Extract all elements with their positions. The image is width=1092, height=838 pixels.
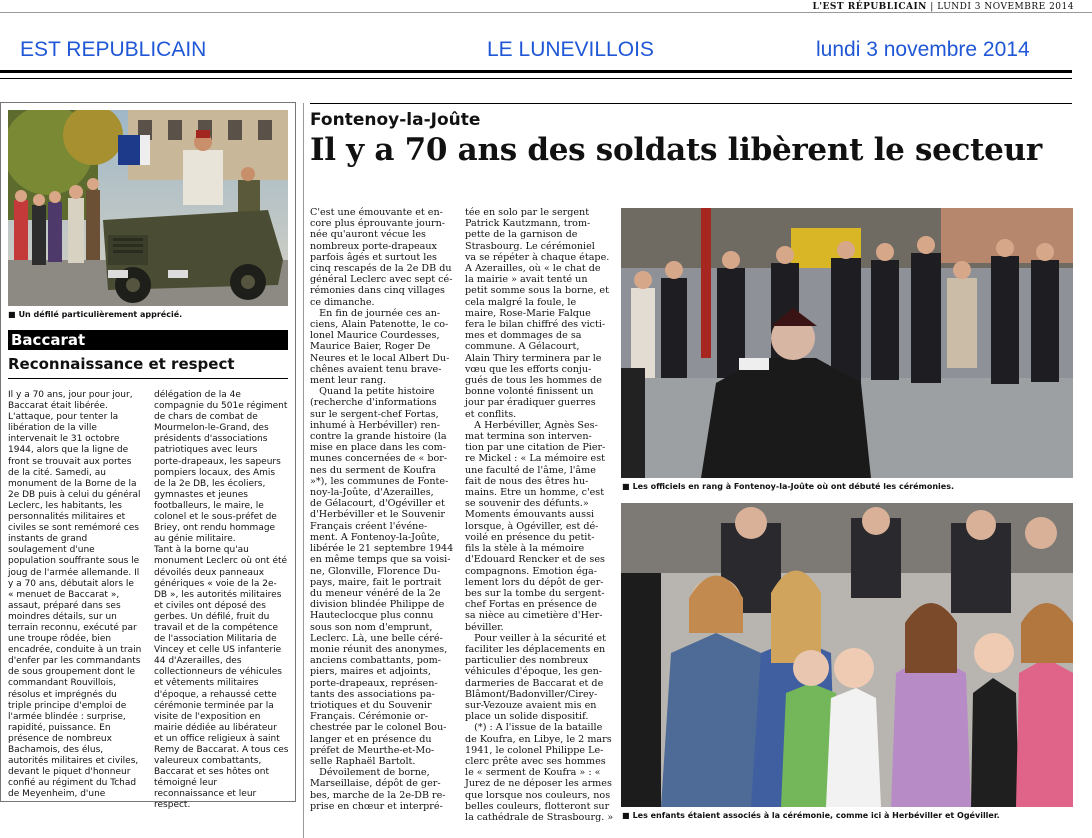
text-line: encadrée, conduite à un train (8, 645, 142, 656)
text-line: mes et dommages de sa (465, 330, 582, 342)
photo-children-ceremony (621, 503, 1073, 807)
text-line: de la 2e DB, les écoliers, (154, 478, 266, 489)
text-line: d'enfer par les commandants (8, 656, 141, 667)
text-line: tée en solo par le sergent (465, 207, 590, 218)
text-line: reconnaissance et leur (154, 789, 257, 800)
text-line: Maurice Baier, Roger De (310, 341, 431, 353)
text-line: core plus éprouvante journ- (310, 218, 446, 230)
text-line: bes, marche de la 2e-DB re- (310, 789, 446, 801)
text-line: division blindée Philippe de (310, 599, 445, 611)
text-line: nombreux porte-drapeaux (310, 240, 437, 252)
text-line: Il y a 70 ans, jour pour jour, (8, 390, 133, 400)
text-line: lement lors du dépôt de ger- (465, 576, 604, 588)
text-line: mains. Etre un homme, c'est (465, 487, 605, 499)
text-line: rapidité, puissance. En (8, 722, 111, 733)
text-line: rémonies dans cinq villages (310, 285, 445, 297)
text-line: véhicules d'époque, les gen- (465, 666, 603, 678)
text-line: monument de la Borne de la (8, 478, 137, 489)
main-article-column-2 (465, 207, 613, 823)
text-line: et civiles ont déposé des (154, 600, 266, 611)
text-line: Moments émouvants aussi (465, 509, 595, 521)
text-line: cela malgré la foule, le (465, 296, 577, 308)
text-line: Marseillaise, dépôt de ger- (310, 778, 441, 790)
masthead-date: LUNDI 3 NOVEMBRE 2014 (937, 2, 1074, 12)
text-line: patriotiques avec leurs (154, 445, 258, 456)
text-line: triple principe d'emploi de (8, 700, 127, 711)
text-line: (recherche d'informations (310, 397, 437, 409)
text-line: respect. (154, 800, 191, 811)
text-line: et un office religieux à saint (154, 733, 280, 744)
text-line: Leclerc. Là, une belle céré- (310, 632, 443, 644)
text-line: porte-drapeaux, représen- (310, 677, 438, 689)
text-line: mat termina son interven- (465, 431, 592, 443)
text-line: DB », les autorités militaires (154, 589, 282, 600)
header-rule-thin (0, 78, 1072, 79)
text-line: moindres détails, sur un (8, 611, 117, 622)
text-line: faciliter les déplacements en (465, 643, 606, 655)
text-line: 1941, le colonel Philippe Le- (465, 744, 604, 756)
text-line: l'armée blindée : surprise, (8, 711, 126, 722)
photo-caption-officers: ■ Les officiels en rang à Fontenoy-la-Joûte où ont débuté les cérémonies. (622, 482, 954, 491)
text-line: de l'association Militaria de (154, 634, 277, 645)
text-line: terrain reconnu, exécuté par (8, 622, 137, 633)
text-line: et vêtements militaires (154, 678, 259, 689)
text-line: de Meyenheim, d'une (8, 789, 106, 800)
text-line: de la cité. Samedi, au (8, 467, 106, 478)
left-article-column-1 (8, 390, 141, 800)
text-line: Leclerc, les habitants, les (8, 500, 122, 511)
header-rule-thick (0, 70, 1072, 73)
header-edition: LE LUNEVILLOIS (487, 38, 654, 61)
photo-officers-in-line (621, 208, 1073, 478)
text-line: une faculté de l'âme, l'âme (465, 464, 596, 476)
text-line: compagnie du 501e régiment (154, 401, 288, 412)
text-line: porte-drapeaux, les sapeurs (154, 456, 281, 467)
text-line: Hauteclocque plus connu (310, 610, 434, 622)
text-line: délégation de la 4e (154, 390, 241, 400)
text-line: sur-Vezouze avaient mis en (465, 699, 597, 711)
text-line: de Gélacourt, d'Ogéviller et (310, 498, 445, 510)
text-line: A Herbéviller, Agnès Ses- (465, 419, 598, 431)
text-line: Alain Thiry terminera par le (465, 352, 602, 364)
text-line: mairie dédiée au libérateur (154, 722, 277, 733)
text-line: monie réunit des anonymes, (310, 643, 448, 655)
text-line: Français. Cérémonie or- (310, 711, 429, 723)
text-line: sa nièce au cimetière d'Her- (465, 610, 603, 622)
text-line: 2e DB puis à celui du général (8, 489, 141, 500)
text-line: commandant Rouvillois, (8, 678, 116, 689)
text-line: chestrée par le colonel Bou- (310, 722, 447, 734)
text-line: béviller. (465, 621, 504, 633)
text-line: Blâmont/Badonviller/Cirey- (465, 688, 598, 700)
text-line: pays, maire, fait le portrait (310, 576, 442, 588)
text-line: nes du serment de Koufra (310, 464, 436, 476)
text-line: population souffrante sous le (8, 556, 140, 567)
text-line: de chars de combat de (154, 412, 258, 423)
text-line: monument Leclerc où ont été (154, 556, 288, 567)
text-line: va se répéter à chaque étape. (465, 251, 610, 263)
text-line: fils la stèle à la mémoire (465, 543, 585, 555)
text-line: ment. A Fontenoy-la-Joûte, (310, 531, 440, 543)
photo-jeep-parade (8, 110, 288, 306)
text-line: (*) : A l'issue de la bataille (465, 722, 603, 734)
text-line: chef Fortas en présence de (465, 599, 597, 611)
text-line: petit somme sous la borne, et (465, 285, 609, 297)
text-line: footballeurs, le maire, le (154, 500, 264, 511)
text-line: contre la grande histoire (la (310, 431, 447, 443)
column-separator (303, 103, 304, 838)
masthead-separator: | (930, 2, 934, 12)
text-line: Français créent l'événe- (310, 520, 428, 532)
masthead-rule (0, 12, 1092, 13)
text-line: Neures et le local Albert Du- (310, 352, 450, 364)
text-line: de Koufra, en Libye, le 2 mars (465, 733, 612, 745)
text-line: compagnons. Emotion éga- (465, 565, 597, 577)
text-line: gerbes. Un défilé, fruit du (154, 611, 270, 622)
text-line: ment leur rang. (310, 375, 387, 387)
text-line: inhumé à Herbéviller) ren- (310, 419, 441, 431)
text-line: génériques « voie de la 2e- (154, 578, 277, 589)
left-article-kicker: Baccarat (8, 330, 288, 350)
text-line: soulagement d'une (8, 545, 95, 556)
text-line: née qu'auront vécue les (310, 229, 426, 241)
text-line: Pour veiller à la sécurité et (465, 632, 606, 644)
text-line: Bachamois, des élus, (8, 745, 104, 755)
left-article-title: Reconnaissance et respect (8, 355, 235, 373)
text-line: chênes avaient tenu brave- (310, 363, 442, 375)
text-line: parfois âgés et surtout les (310, 251, 437, 263)
text-line: se souvenir des défunts.» (465, 498, 589, 510)
text-line: L'attaque, pour tenter la (8, 412, 119, 423)
text-line: bes sur la tombe du sergent- (465, 587, 605, 599)
text-line: bonne volonté finissent un (465, 386, 594, 398)
text-line: dévoilés deux panneaux (154, 567, 265, 578)
masthead (0, 0, 1092, 18)
text-line: Jurez de ne déposer les armes (465, 778, 612, 790)
text-line: tion par une citation de Pier- (465, 442, 606, 454)
text-line: valeureux combattants, (154, 756, 262, 767)
text-line: « menuet de Baccarat », (8, 589, 120, 600)
text-line: gués de tous les hommes de (465, 375, 602, 387)
text-line: C'est une émouvante et en- (310, 207, 443, 218)
text-line: en même temps que sa voisi- (310, 554, 451, 566)
text-line: commune. A Gélacourt, (465, 341, 580, 353)
text-line: du meneur vénéré de la 2e (310, 587, 441, 599)
masthead-paper: L'EST RÉPUBLICAIN (812, 2, 927, 12)
text-line: Briey, ont rendu hommage (154, 523, 276, 534)
text-line: civiles se sont remémoré ces (8, 523, 139, 534)
text-line: Baccarat et ses hôtes ont (154, 767, 269, 778)
text-line: langer et en présence du (310, 733, 432, 745)
text-line: fait de nous des êtres hu- (465, 475, 589, 487)
left-article-column-2 (154, 390, 289, 812)
text-line: pompiers locaux, des Amis (154, 467, 276, 478)
text-line: noy-la-Joûte, d'Azerailles, (310, 487, 434, 499)
text-line: collectionneurs de véhicules (154, 667, 282, 678)
text-line: gymnastes et jeunes (154, 489, 248, 500)
text-line: ciens, Alain Patenotte, le co- (310, 319, 449, 331)
left-title-rule (8, 378, 288, 379)
text-line: re Mickel : « La mémoire est (465, 453, 606, 465)
text-line: devant le piquet d'honneur (8, 767, 131, 778)
text-line: mise en place dans les com- (310, 442, 446, 454)
main-article-column-1 (310, 207, 453, 812)
text-line: Vincey et celle US infanterie (154, 645, 282, 656)
main-article-rule (310, 103, 1072, 104)
text-line: vœu que les efforts conju- (465, 363, 592, 375)
text-line: la mairie » avait tenté un (465, 274, 588, 286)
photo-caption-jeep: ■ Un défilé particulièrement apprécié. (8, 310, 182, 319)
text-line: d'Herbéviller et le Souvenir (310, 509, 446, 521)
text-line: y a 70 ans, débutait alors le (8, 578, 134, 589)
text-line: Mourmelon-le-Grand, des (154, 423, 269, 434)
text-line: lorsque, à Ogéviller, est dé- (465, 520, 599, 532)
text-line: sur le sergent-chef Fortas, (310, 408, 439, 420)
text-line: particulier des nombreux (465, 655, 589, 667)
text-line: front se trouvait aux portes (8, 456, 132, 467)
text-line: tants des associations pa- (310, 688, 435, 700)
text-line: et conflits. (465, 408, 517, 420)
text-line: visite de l'exposition en (154, 711, 261, 722)
masthead-text (806, 2, 1074, 12)
text-line: que lorsque nos couleurs, nos (465, 789, 611, 801)
text-line: lonel Maurice Courdesses, (310, 330, 440, 342)
text-line: fera le bilan chiffré des victi- (465, 319, 606, 331)
text-line: joug de l'armée allemande. Il (8, 567, 140, 578)
text-line: piers, maires et adjoints, (310, 666, 431, 678)
text-line: anciens combattants, pom- (310, 655, 442, 667)
text-line: général Leclerc avec sept cé- (310, 274, 453, 286)
text-line: une troupe rôdée, bien (8, 634, 112, 645)
text-line: Patrick Kautzmann, trom- (465, 218, 591, 230)
text-line: darmeries de Baccarat et de (465, 677, 604, 689)
text-line: selle Raphaël Bartolt. (310, 755, 416, 767)
text-line: assaut, préparé dans ses (8, 600, 121, 611)
text-line: d'époque, a rehaussé cette (154, 689, 277, 700)
text-line: pette de la garnison de (465, 229, 578, 241)
text-line: cinq rescapés de la 2e DB du (310, 263, 452, 275)
text-line: présidents d'associations (154, 434, 268, 445)
text-line: personnalités militaires et (8, 512, 126, 523)
text-line: En fin de journée ces an- (310, 307, 441, 319)
text-line: instants de grand (8, 534, 88, 545)
text-line: témoigné leur (154, 778, 218, 789)
text-line: Dévoilement de borne, (310, 767, 430, 779)
text-line: libération de la ville (8, 423, 97, 434)
text-line: munes concernées de « bor- (310, 453, 448, 465)
header-paper-name: EST REPUBLICAIN (20, 38, 207, 61)
main-article-title: Il y a 70 ans des soldats libèrent le secteur (310, 132, 1042, 168)
text-line: Strasbourg. Le cérémoniel (465, 240, 595, 252)
text-line: voilé en présence du petit- (465, 531, 595, 543)
text-line: prise en chœur et interpré- (310, 800, 443, 812)
text-line: »*), les communes de Fonte- (310, 475, 449, 487)
text-line: ne, Glonville, Florence Du- (310, 565, 441, 577)
text-line: résolus et imprégnés du (8, 689, 117, 700)
text-line: autorités militaires et civiles, (8, 756, 139, 767)
text-line: sous son nom d'emprunt, (310, 621, 433, 633)
text-line: travail et de la compétence (154, 622, 279, 633)
text-line: clerc prête avec ses hommes (465, 755, 606, 767)
text-line: A Azerailles, où « le chat de (465, 263, 601, 275)
text-line: préfet de Meurthe-et-Mo- (310, 744, 435, 756)
photo-caption-children: ■ Les enfants étaient associés à la cérémonie, comme ici à Herbéviller et Ogéviller. (622, 811, 1000, 820)
text-line: Tant à la borne qu'au (154, 545, 249, 556)
main-article-kicker: Fontenoy-la-Joûte (310, 110, 481, 130)
text-line: place un solide dispositif. (465, 711, 589, 723)
text-line: Remy de Baccarat. A tous ces (154, 745, 289, 755)
text-line: cérémonie terminée par la (154, 700, 274, 711)
text-line: confié au régiment du Tchad (8, 778, 137, 789)
text-line: au génie militaire. (154, 534, 236, 545)
header-date: lundi 3 novembre 2014 (816, 38, 1030, 61)
text-line: Quand la petite histoire (310, 386, 435, 398)
text-line: maire, Rose-Marie Falque (465, 307, 591, 319)
text-line: jour par éradiquer guerres (465, 397, 596, 409)
text-line: 44 d'Azerailles, des (154, 656, 242, 667)
text-line: le « serment de Koufra » : « (465, 767, 601, 779)
text-line: libérée le 21 septembre 1944 (310, 543, 454, 555)
text-line: 1944, alors que la ligne de (8, 445, 129, 456)
text-line: belles couleurs, flotteront sur (465, 800, 610, 812)
text-line: ce dimanche. (310, 296, 375, 308)
text-line: d'Edouard Rencker et de ses (465, 554, 605, 566)
text-line: triotiques et du Souvenir (310, 699, 432, 711)
text-line: de sous groupement dont le (8, 667, 135, 678)
text-line: colonel et le sous-préfet de (154, 512, 277, 523)
text-line: la cathédrale de Strasbourg. » (465, 811, 614, 823)
text-line: présence de nombreux (8, 733, 112, 744)
text-line: intervenait le 31 octobre (8, 434, 120, 445)
text-line: Baccarat était libérée. (8, 401, 108, 412)
